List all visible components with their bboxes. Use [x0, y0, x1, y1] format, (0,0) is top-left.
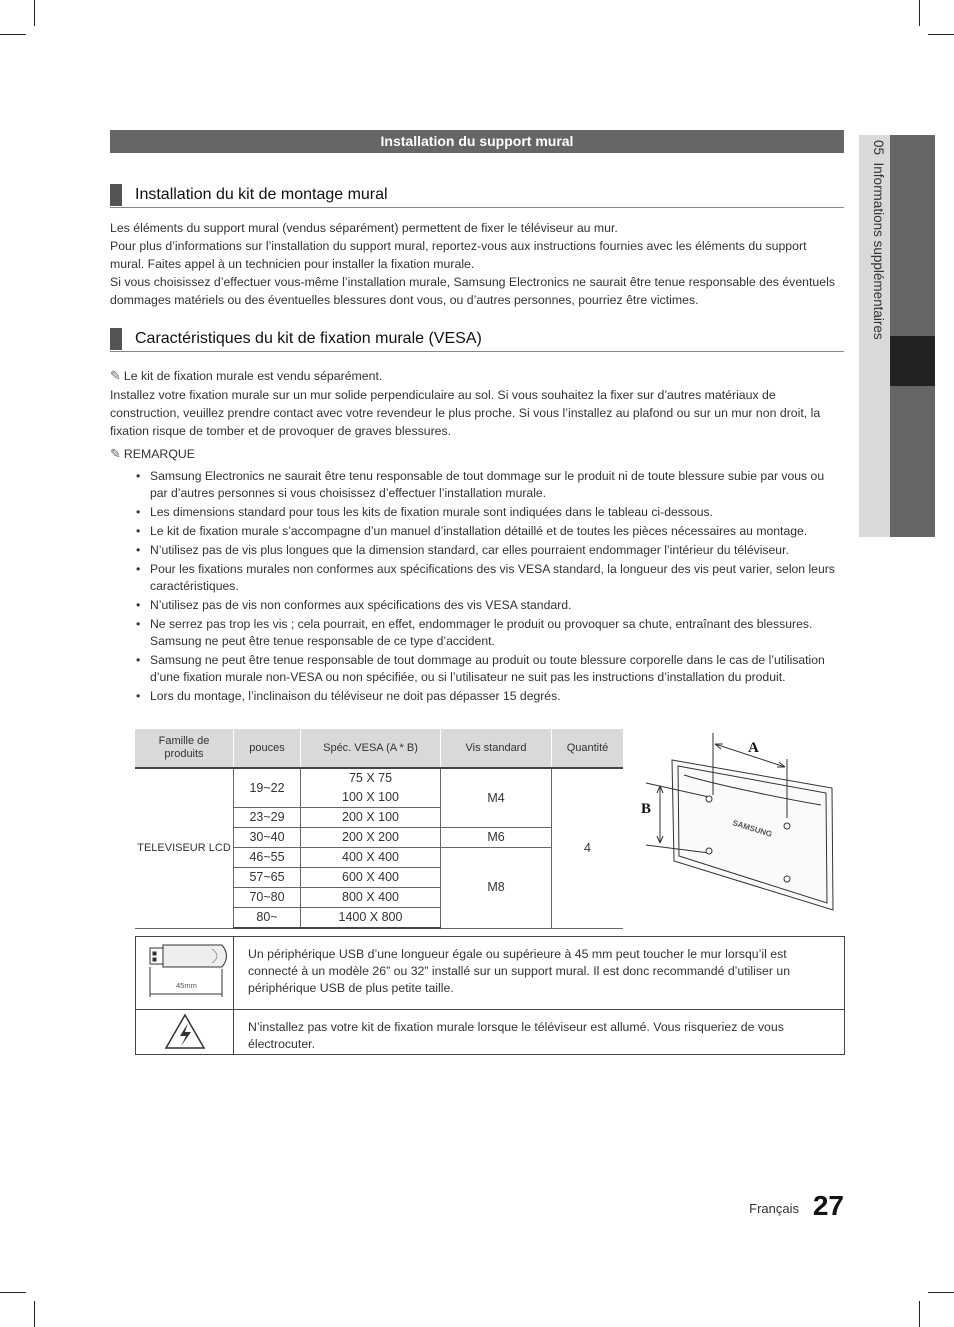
label-a: A	[748, 740, 759, 756]
list-item: • Samsung Electronics ne saurait être tenu responsable de tout dommage sur le produit ni de toute blessure subie par vous ou par d’autres personnes si vous choisissez d’effectuer l’installation murale.	[110, 468, 840, 502]
page-number: 27	[812, 1190, 844, 1221]
crop-mark	[34, 1301, 35, 1327]
chapter-number: 05	[871, 140, 886, 156]
crop-mark	[0, 1292, 26, 1293]
electric-shock-warning-icon	[136, 1010, 234, 1054]
cell-inch: 30~40	[234, 828, 301, 848]
section-heading-vesa	[110, 327, 844, 352]
column-header: pouces	[234, 729, 301, 768]
heading-marker	[110, 328, 122, 350]
heading-marker	[110, 184, 122, 206]
list-item: • Pour les fixations murales non conformes aux spécifications des vis VESA standard, la longueur des vis peut varier, selon leurs caractéristiques.	[110, 561, 840, 595]
cell-vesa: 1400 X 800	[301, 908, 441, 929]
list-item: • Le kit de fixation murale s’accompagne d’un manuel d’installation détaillé et de toutes les pièces nécessaires au montage.	[110, 523, 840, 540]
cell-inch: 57~65	[234, 868, 301, 888]
pencil-icon: ✎	[110, 446, 121, 461]
crop-mark	[919, 0, 920, 26]
column-header: Spéc. VESA (A * B)	[301, 729, 441, 768]
cell-inch: 80~	[234, 908, 301, 929]
remark-label: REMARQUE	[123, 447, 195, 461]
vesa-paragraph: Installez votre fixation murale sur un mur solide perpendiculaire au sol. Si vous souhaitez la fixer sur d’autres matériaux de construction, veuillez prendre contact avec votre revendeur le plus proche. Si vous l’installez au plafond ou sur un mur non droit, la fixation risque de tomber et de provoquer de graves blessures.	[110, 388, 821, 438]
table-header-row	[135, 729, 623, 768]
cell-vesa: 200 X 200	[301, 828, 441, 848]
section-band: Installation du support mural	[110, 130, 844, 153]
list-item: • Ne serrez pas trop les vis ; cela pourrait, en effet, endommager le produit ou provoquer sa chute, entraînant des blessures. Samsung ne peut être tenue responsable de ce type d’accident.	[110, 616, 840, 650]
crop-mark	[919, 1301, 920, 1327]
column-header: Quantité	[552, 729, 624, 768]
usb-stick-icon	[136, 937, 234, 1009]
cell-vesa: 100 X 100	[301, 788, 441, 808]
shock-warning-row	[136, 1010, 844, 1054]
pencil-icon: ✎	[110, 368, 121, 383]
remark-list	[110, 468, 840, 707]
chapter-title: Informations supplémentaires	[871, 162, 886, 340]
column-header: Vis standard	[441, 729, 552, 768]
label-b: B	[641, 801, 652, 817]
list-item: • Samsung ne peut être tenue responsable de tout dommage au produit ou toute blessure corporelle dans le cas de l’utilisation d’une fixation murale non-VESA ou non spécifiée, ou si l’utilisateur ne suit pas les instructions d’installation du produit.	[110, 652, 840, 686]
usb-drawing	[136, 937, 233, 1009]
usb-length-label: 45mm	[176, 981, 197, 990]
chapter-tab-active	[890, 336, 935, 386]
cell-vesa: 75 X 75	[301, 768, 441, 788]
brand-logo: SAMSUNG	[731, 818, 774, 839]
cell-screw: M4	[441, 768, 552, 828]
paragraph: Pour plus d’informations sur l’installation du support mural, reportez-vous aux instructions fournies avec les éléments du support mural. Faites appel à un technicien pour installer la fixation murale.	[110, 239, 807, 271]
warning-box	[135, 936, 845, 1055]
crop-mark	[0, 34, 26, 35]
note-sold-separately	[110, 367, 382, 385]
kit-intro	[110, 219, 844, 309]
usb-warning-text: Un périphérique USB d’une longueur égale ou supérieure à 45 mm peut toucher le mur lorsqu’il est connecté à un modèle 26” ou 32” installé sur un support mural. Il est donc recommandé d’utiliser un périphérique USB de plus petite taille.	[248, 947, 791, 995]
heading-text: Installation du kit de montage mural	[135, 186, 388, 203]
cell-vesa: 400 X 400	[301, 848, 441, 868]
section-heading-kit	[110, 183, 844, 208]
paragraph: Si vous choisissez d’effectuer vous-même l’installation murale, Samsung Electronics ne saurait être tenue responsable des éventuels dommages matériels ou des éventuelles blessures dont vous, ou d’autres personnes, pourriez être victimes.	[110, 275, 835, 307]
note-text: Le kit de fixation murale est vendu séparément.	[123, 369, 383, 383]
cell-inch: 19~22	[234, 768, 301, 808]
cell-screw: M8	[441, 848, 552, 929]
list-item: • N’utilisez pas de vis non conformes aux spécifications des vis VESA standard.	[110, 597, 840, 614]
remark-heading	[110, 445, 195, 463]
cell-inch: 23~29	[234, 808, 301, 828]
paragraph: Les éléments du support mural (vendus séparément) permettent de fixer le téléviseur au mur.	[110, 221, 618, 235]
cell-quantity: 4	[552, 768, 624, 928]
heading-text: Caractéristiques du kit de fixation murale (VESA)	[135, 330, 482, 347]
list-item: • Les dimensions standard pour tous les kits de fixation murale sont indiquées dans le tableau ci-dessous.	[110, 504, 840, 521]
crop-mark	[928, 34, 954, 35]
table-row	[135, 768, 623, 788]
list-item: • N’utilisez pas de vis plus longues que la dimension standard, car elles pourraient endommager l’intérieur du téléviseur.	[110, 542, 840, 559]
shock-warning-text: N’installez pas votre kit de fixation murale lorsque le téléviseur est allumé. Vous risqueriez de vous électrocuter.	[248, 1020, 784, 1051]
list-item: • Lors du montage, l’inclinaison du téléviseur ne doit pas dépasser 15 degrés.	[110, 688, 840, 705]
chapter-label	[862, 140, 886, 400]
column-header: Famille de produits	[135, 729, 234, 768]
crop-mark	[928, 1292, 954, 1293]
vesa-table	[135, 729, 623, 929]
language-label: Français	[749, 1201, 799, 1216]
cell-screw: M6	[441, 828, 552, 848]
cell-inch: 46~55	[234, 848, 301, 868]
usb-warning-row	[136, 937, 844, 1010]
cell-vesa: 600 X 400	[301, 868, 441, 888]
tv-wall-mount-diagram	[636, 733, 840, 913]
cell-vesa: 200 X 100	[301, 808, 441, 828]
crop-mark	[34, 0, 35, 26]
cell-inch: 70~80	[234, 888, 301, 908]
cell-family: TELEVISEUR LCD	[135, 768, 234, 928]
cell-vesa: 800 X 400	[301, 888, 441, 908]
